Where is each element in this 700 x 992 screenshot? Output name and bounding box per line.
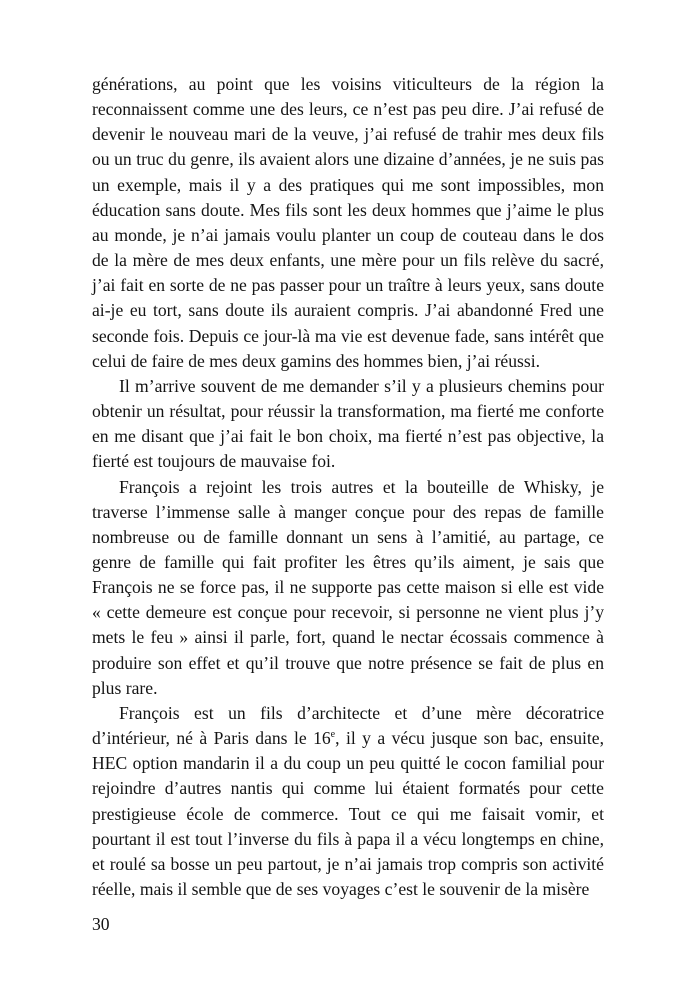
- paragraph: Il m’arrive souvent de me demander s’il y a plusieurs chemins pour obtenir un résultat, pour réussir la transformation, ma fierté me conforte en me disant que j’ai fait le bon choix, ma fierté n’est pas objective, la fierté est toujours de mauvaise foi.: [92, 375, 604, 472]
- paragraph: François a rejoint les trois autres et la bouteille de Whisky, je traverse l’immense salle à manger conçue pour des repas de famille nombreuse ou de famille donnant un sens à l’amitié, au partage, ce genre de famille qui fait profiter les êtres qu’ils aiment, je sais que François ne se force pas, il ne supporte pas cette maison si elle est vide « cette demeure est conçue pour recevoir, si personne ne vient plus j’y mets le feu » ainsi il parle, fort, quand le nectar écossais commence à produire son effet et qu’il trouve que notre présence se fait de plus en plus rare.: [92, 476, 604, 698]
- page-number: 30: [92, 914, 110, 934]
- paragraph-text-part: , il y a vécu jusque son bac, ensuite, HEC option mandarin il a du coup un peu quitté le cocon familial pour rejoindre d’autres nantis qui comme lui étaient formatés pour cette prestigieuse école de commerce. Tout ce qui me faisait vomir, et pourtant il est tout l’inverse du fils à papa il a vécu longtemps en chine, et roulé sa bosse un peu partout, je n’ai jamais trop compris son activité réelle, mais il semble que de ses voyages c’est le souvenir de la misère: [92, 728, 604, 899]
- paragraph-text-part: François est un fils d’architecte et d’une mère décoratrice d’intérieur, né à Paris dans le 16: [92, 702, 604, 749]
- body-text: [92, 72, 604, 902]
- superscript-ordinal: e: [330, 729, 336, 741]
- paragraph-last: [92, 701, 604, 902]
- paragraph: générations, au point que les voisins viticulteurs de la région la reconnaissent comme une des leurs, ce n’est pas peu dire. J’ai refusé de devenir le nouveau mari de la veuve, j’ai refusé de trahir mes deux fils ou un truc du genre, ils avaient alors une dizaine d’années, je ne suis pas un exemple, mais il y a des pratiques qui me sont impossibles, mon éducation sans doute. Mes fils sont les deux hommes que j’aime le plus au monde, je n’ai jamais voulu planter un coup de couteau dans le dos de la mère de mes deux enfants, une mère pour un fils relève du sacré, j’ai fait en sorte de ne pas passer pour un traître à leurs yeux, sans doute ai-je eu tort, sans doute ils auraient compris. J’ai abandonné Fred une seconde fois. Depuis ce jour-là ma vie est devenue fade, sans intérêt que celui de faire de mes deux gamins des hommes bien, j’ai réussi.: [92, 74, 604, 371]
